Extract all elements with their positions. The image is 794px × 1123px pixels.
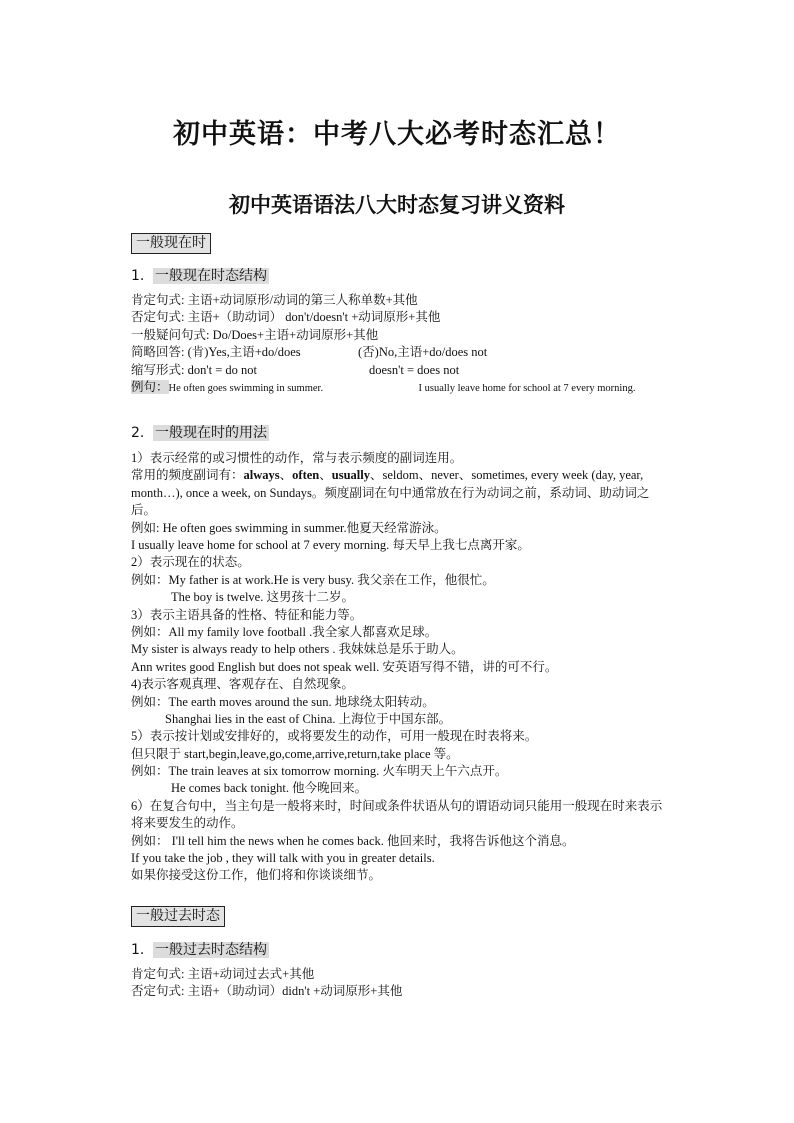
contraction-doesnt: doesn't = does not <box>369 362 460 377</box>
usage-2: 2）表示现在的状态。 <box>131 555 250 570</box>
usage-example: If you take the job , they will talk with you in greater details. <box>131 851 435 866</box>
usage-4: 4)表示客观真理、客观存在、自然现象。 <box>131 677 354 692</box>
usage-example: 例如：The train leaves at six tomorrow morning. 火车明天上午六点开。 <box>131 764 508 779</box>
adverb-usually: usually <box>331 468 370 483</box>
usage-verbs-list: 但只限于 start,begin,leave,go,come,arrive,return,take place 等。 <box>131 746 459 761</box>
usage-example-translation: 如果你接受这份工作，他们将和你谈谈细节。 <box>131 868 382 883</box>
heading-past-structure <box>131 942 269 959</box>
usage-5: 5）表示按计划或安排好的，或将要发生的动作，可用一般现在时表将来。 <box>131 729 538 744</box>
usage-example: Ann writes good English but does not speak well. 安英语写得不错，讲的可不行。 <box>131 659 558 674</box>
example-line <box>131 379 671 396</box>
negative-line-part2: don't/doesn't +动词原形+其他 <box>282 310 441 325</box>
heading-present-usage <box>131 425 269 442</box>
usage-example: 例如： I'll tell him the news when he comes back. 他回来时，我将告诉他这个消息。 <box>131 833 575 848</box>
separator: 、 <box>319 468 332 483</box>
heading-number: 2. <box>131 425 145 441</box>
usage-3: 3）表示主语具备的性格、特征和能力等。 <box>131 607 363 622</box>
usage-example: The boy is twelve. 这男孩十二岁。 <box>171 590 354 605</box>
usage-1: 1）表示经常的或习惯性的动作，常与表示频度的副词连用。 <box>131 451 463 465</box>
usage-frequency-adverbs <box>131 467 671 519</box>
present-structure-block <box>131 292 671 396</box>
usage-example: Shanghai lies in the east of China. 上海位于中国东部。 <box>165 711 452 726</box>
negative-line: 否定句式: 主语+（助动词）didn't +动词原形+其他 <box>131 984 403 999</box>
separator: 、 <box>279 468 293 483</box>
past-structure-block <box>131 966 671 1001</box>
section-box-past-simple: 一般过去时态 <box>131 906 225 927</box>
affirmative-line: 肯定句式: 主语+动词过去式+其他 <box>131 967 315 981</box>
heading-number: 1. <box>131 268 145 284</box>
negative-line <box>131 309 671 326</box>
usage-example: I usually leave home for school at 7 every morning. 每天早上我七点离开家。 <box>131 538 530 552</box>
usage-example: 例如：All my family love football .我全家人都喜欢足球。 <box>131 624 438 639</box>
present-usage-block <box>131 450 671 885</box>
contraction-line <box>131 362 671 379</box>
sub-title: 初中英语语法八大时态复习讲义资料 <box>229 193 565 217</box>
adverbs-intro: 常用的频度副词有： <box>131 468 244 483</box>
usage-example: 例如：My father is at work.He is very busy. 我父亲在工作，他很忙。 <box>131 572 495 587</box>
example-sentence-2: I usually leave home for school at 7 every morning. <box>418 382 636 394</box>
usage-example: My sister is always ready to help others . 我妹妹总是乐于助人。 <box>131 642 464 657</box>
usage-6: 6）在复合句中，当主句是一般将来时，时间或条件状语从句的谓语动词只能用一般现在时来表示将来要发生的动作。 <box>131 798 663 831</box>
short-answer-yes: 简略回答: (肯)Yes,主语+do/does <box>131 345 301 360</box>
contraction-dont: 缩写形式: don't = do not <box>131 362 257 377</box>
adverbs-rest: 、seldom、never、sometimes, every week (day, year, month…), once a week, on Sundays。频度副词在句中通常放在行为动词之前，系动词、助动词之后。 <box>131 468 650 518</box>
usage-example: 例如：The earth moves around the sun. 地球绕太阳转动。 <box>131 694 435 709</box>
heading-text: 一般现在时态结构 <box>155 268 267 284</box>
usage-example: He comes back tonight. 他今晚回来。 <box>171 781 368 796</box>
short-answer-no: (否)No,主语+do/does not <box>358 345 488 360</box>
heading-present-structure <box>131 268 269 285</box>
adverb-often: often <box>292 468 320 483</box>
adverb-always: always <box>243 468 280 483</box>
example-sentence-1: He often goes swimming in summer. <box>168 382 324 394</box>
negative-line-part1: 否定句式: 主语+（助动词） <box>131 310 283 325</box>
usage-example: 例如: He often goes swimming in summer.他夏天经常游泳。 <box>131 520 447 535</box>
heading-text: 一般现在时的用法 <box>155 425 267 441</box>
section-box-present-simple: 一般现在时 <box>131 233 211 254</box>
affirmative-line: 肯定句式: 主语+动词原形/动词的第三人称单数+其他 <box>131 293 418 307</box>
short-answer-line <box>131 344 671 361</box>
heading-number: 1. <box>131 942 145 958</box>
heading-text: 一般过去时态结构 <box>155 942 267 958</box>
main-title: 初中英语：中考八大必考时态汇总！ <box>173 119 621 150</box>
question-line: 一般疑问句式: Do/Does+主语+动词原形+其他 <box>131 327 379 342</box>
example-label: 例句： <box>131 379 169 394</box>
